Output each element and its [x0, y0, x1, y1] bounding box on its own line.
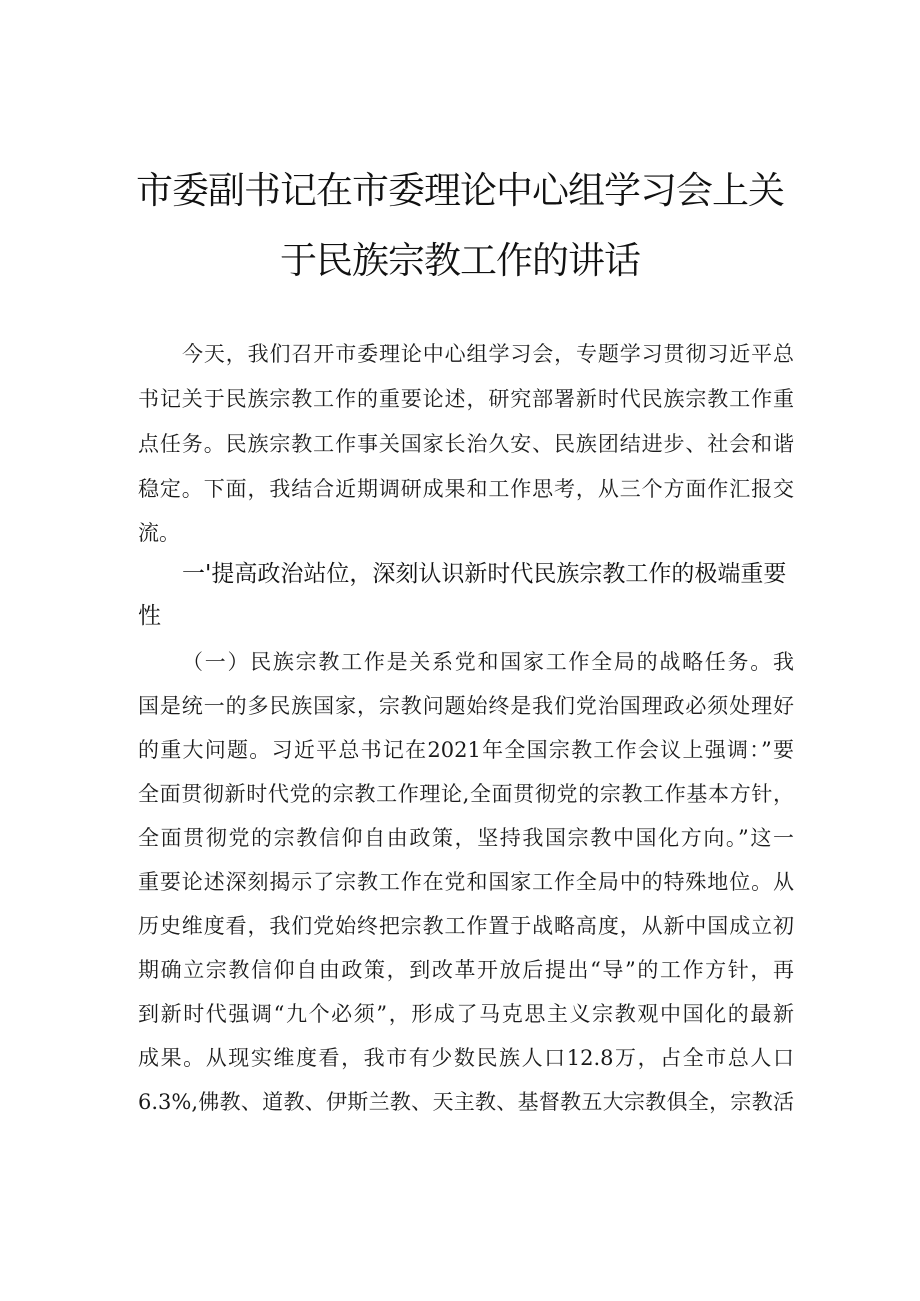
intro-line-2: 书记关于民族宗教工作的重要论述，研究部署新时代民族宗教工作重: [138, 387, 794, 411]
body-line-8: 期确立宗教信仰自由政策，到改革开放后提出“导”的工作方针，再: [138, 958, 794, 982]
document-title-line-1: 市委副书记在市委理论中心组学习会上关: [136, 169, 784, 212]
intro-line-4: 稳定。下面，我结合近期调研成果和工作思考，从三个方面作汇报交: [138, 477, 794, 501]
intro-line-3: 点任务。民族宗教工作事关国家长治久安、民族团结进步、社会和谐: [138, 432, 794, 456]
intro-line-1: 今天，我们召开市委理论中心组学习会，专题学习贯彻习近平总: [182, 342, 794, 366]
body-line-3: 的重大问题。习近平总书记在2021年全国宗教工作会议上强调：”要: [138, 738, 794, 762]
section-heading-line-2: 性: [138, 603, 161, 629]
body-line-10: 成果。从现实维度看，我市有少数民族人口12.8万，占全市总人口: [138, 1046, 794, 1070]
body-line-4: 全面贯彻新时代党的宗教工作理论,全面贯彻党的宗教工作基本方针，: [138, 782, 794, 806]
body-line-5: 全面贯彻党的宗教信仰自由政策，坚持我国宗教中国化方向。”这一: [138, 826, 794, 850]
body-line-7: 历史维度看，我们党始终把宗教工作置于战略高度，从新中国成立初: [138, 914, 794, 938]
body-line-11: 6.3%,佛教、道教、伊斯兰教、天主教、基督教五大宗教俱全，宗教活: [138, 1090, 794, 1114]
document-title-line-2: 于民族宗教工作的讲话: [280, 239, 640, 282]
body-line-1: （一）民族宗教工作是关系党和国家工作全局的战略任务。我: [182, 650, 794, 674]
body-line-9: 到新时代强调“九个必须”，形成了马克思主义宗教观中国化的最新: [138, 1002, 794, 1026]
body-line-6: 重要论述深刻揭示了宗教工作在党和国家工作全局中的特殊地位。从: [138, 870, 794, 894]
intro-line-5: 流。: [138, 521, 180, 545]
section-heading-line-1: 一'提高政治站位，深刻认识新时代民族宗教工作的极端重要: [182, 561, 787, 587]
body-line-2: 国是统一的多民族国家，宗教问题始终是我们党治国理政必须处理好: [138, 694, 794, 718]
